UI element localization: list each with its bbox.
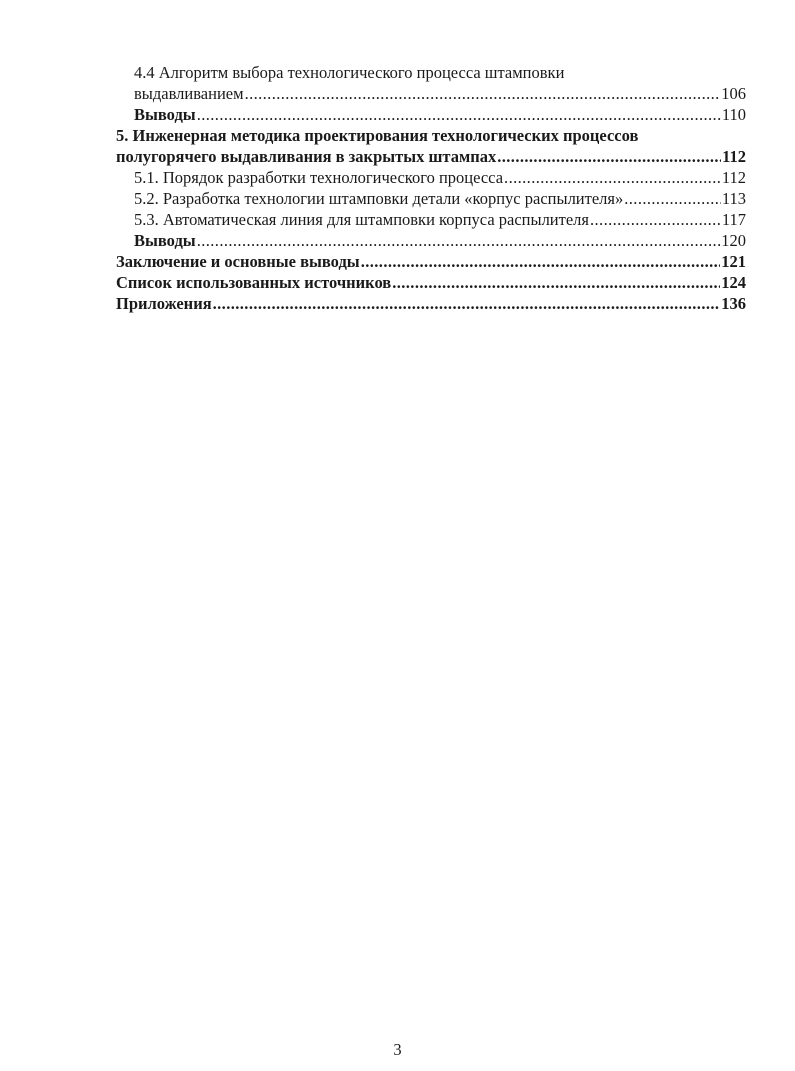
toc-entry-4-4-line1	[116, 62, 746, 83]
toc-entry-label: 5. Инженерная методика проектирования технологических процессов	[116, 126, 639, 145]
table-of-contents	[116, 62, 746, 314]
toc-entry-label: 4.4 Алгоритм выбора технологического процесса штамповки	[134, 63, 565, 82]
toc-entry-references[interactable]	[116, 272, 746, 293]
dot-leader	[589, 209, 721, 230]
toc-entry-appendices[interactable]	[116, 293, 746, 314]
toc-entry-page-number: 112	[721, 168, 746, 187]
toc-entry-label: Выводы	[134, 231, 196, 250]
toc-entry-label: полугорячего выдавливания в закрытых штампах	[116, 147, 497, 166]
toc-entry-chapter-5-line1	[116, 125, 746, 146]
toc-entry-page-number: 124	[721, 273, 746, 292]
dot-leader	[360, 251, 721, 272]
toc-entry-page-number: 120	[721, 231, 746, 250]
toc-entry-label: выдавливанием	[134, 84, 244, 103]
toc-entry-conclusions-5[interactable]	[116, 230, 746, 251]
dot-leader	[212, 293, 721, 314]
toc-entry-label: Заключение и основные выводы	[116, 252, 360, 271]
toc-entry-label: 5.3. Автоматическая линия для штамповки корпуса распылителя	[134, 210, 589, 229]
toc-entry-5-2[interactable]	[116, 188, 746, 209]
dot-leader	[244, 83, 721, 104]
toc-entry-page-number: 121	[721, 252, 746, 271]
toc-entry-conclusions-4[interactable]	[116, 104, 746, 125]
dot-leader	[503, 167, 721, 188]
toc-entry-label: Список использованных источников	[116, 273, 392, 292]
toc-entry-page-number: 106	[721, 84, 746, 103]
toc-entry-label: 5.2. Разработка технологии штамповки детали «корпус распылителя»	[134, 189, 624, 208]
dot-leader	[623, 188, 721, 209]
toc-entry-conclusion[interactable]	[116, 251, 746, 272]
toc-entry-page-number: 117	[721, 210, 746, 229]
toc-entry-page-number: 110	[721, 105, 746, 124]
toc-entry-page-number: 136	[721, 294, 746, 313]
dot-leader	[196, 104, 721, 125]
page-number: 3	[393, 1040, 402, 1059]
toc-entry-5-1[interactable]	[116, 167, 746, 188]
toc-entry-5-3[interactable]	[116, 209, 746, 230]
dot-leader	[391, 272, 720, 293]
toc-entry-label: Выводы	[134, 105, 196, 124]
dot-leader	[496, 146, 721, 167]
toc-entry-page-number: 113	[721, 189, 746, 208]
toc-entry-page-number: 112	[722, 147, 746, 166]
toc-entry-label: Приложения	[116, 294, 212, 313]
toc-entry-label: 5.1. Порядок разработки технологического процесса	[134, 168, 504, 187]
toc-entry-chapter-5-line2[interactable]	[116, 146, 746, 167]
dot-leader	[196, 230, 721, 251]
toc-entry-4-4-line2[interactable]	[116, 83, 746, 104]
